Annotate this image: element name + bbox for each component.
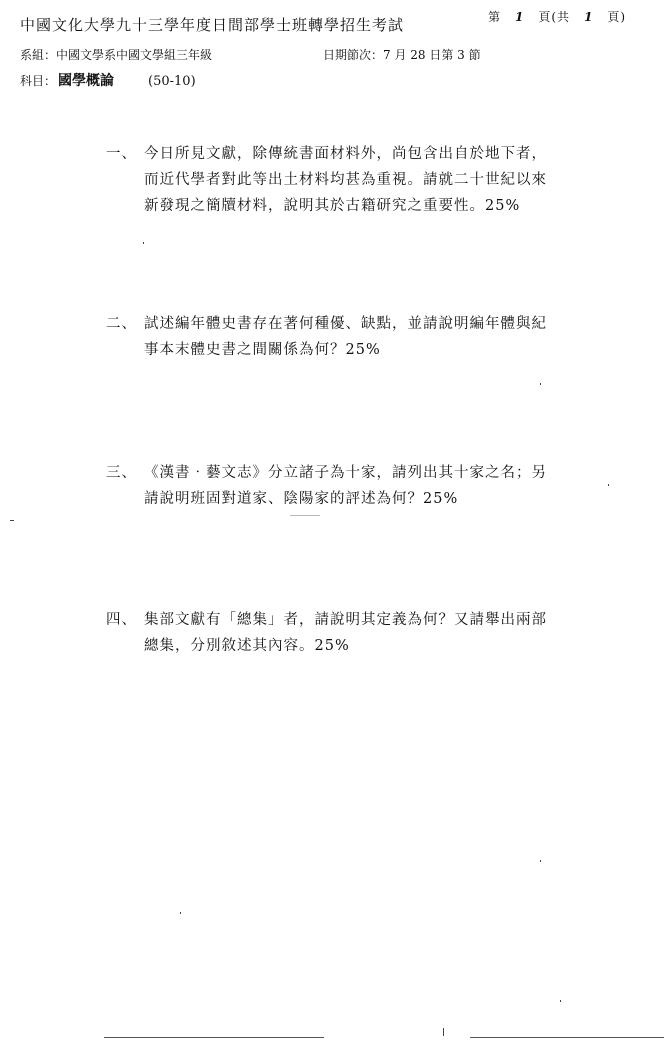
question-line: 總集，分別敘述其內容。25% (144, 638, 350, 654)
scan-speck (608, 484, 609, 486)
question-line: 而近代學者對此等出土材料均甚為重視。請就二十世紀以來 (144, 172, 547, 188)
date-session: 日期節次：7 月 28 日第 3 節 (323, 48, 481, 62)
page-total: 1 (584, 10, 594, 24)
question-line: 請說明班固對道家、陰陽家的評述為何？25% (144, 491, 459, 507)
question-line (106, 141, 606, 167)
scan-speck (143, 242, 144, 244)
question-number: 一、 (106, 146, 137, 162)
question-line (106, 311, 606, 337)
scan-speck (560, 1000, 561, 1002)
question-text: 《漢書‧藝文志》分立諸子為十家，請列出其十家之名；另 (144, 465, 547, 481)
subject-label: 科目： (20, 74, 57, 88)
question-line (106, 460, 606, 486)
question-text: 今日所見文獻，除傳統書面材料外，尚包含出自於地下者， (144, 146, 547, 162)
question-1 (106, 141, 606, 219)
scan-speck (540, 383, 541, 385)
page-current: 1 (515, 10, 525, 24)
page-label-mid: 頁(共 (538, 10, 571, 24)
subject-code: (50-10) (148, 74, 196, 89)
subject-row (20, 70, 196, 90)
question-line (106, 607, 606, 633)
question-number: 四、 (106, 612, 137, 628)
scan-speck (180, 912, 181, 914)
scan-speck (10, 520, 14, 521)
scan-speck (290, 515, 320, 516)
page-indicator (488, 8, 626, 25)
subject-name: 國學概論 (58, 73, 115, 89)
question-3 (106, 460, 606, 512)
scan-speck (540, 860, 541, 862)
scan-edge-line (470, 1037, 664, 1038)
question-number: 三、 (106, 465, 137, 481)
question-line: 新發現之簡牘材料，說明其於古籍研究之重要性。25% (144, 198, 521, 214)
question-2 (106, 311, 606, 363)
question-line: 事本末體史書之間關係為何？25% (144, 342, 381, 358)
page-label-post: 頁) (607, 10, 627, 24)
scan-edge-line (104, 1037, 324, 1038)
meta-row (20, 46, 481, 63)
page-label-pre: 第 (488, 10, 502, 24)
department: 系組：中國文學系中國文學組三年級 (20, 48, 213, 62)
question-number: 二、 (106, 316, 137, 332)
question-4 (106, 607, 606, 659)
exam-title: 中國文化大學九十三學年度日間部學士班轉學招生考試 (20, 16, 405, 34)
scan-speck (443, 1028, 444, 1036)
question-text: 試述編年體史書存在著何種優、缺點，並請說明編年體與紀 (144, 316, 547, 332)
question-text: 集部文獻有「總集」者，請說明其定義為何？又請舉出兩部 (144, 612, 547, 628)
